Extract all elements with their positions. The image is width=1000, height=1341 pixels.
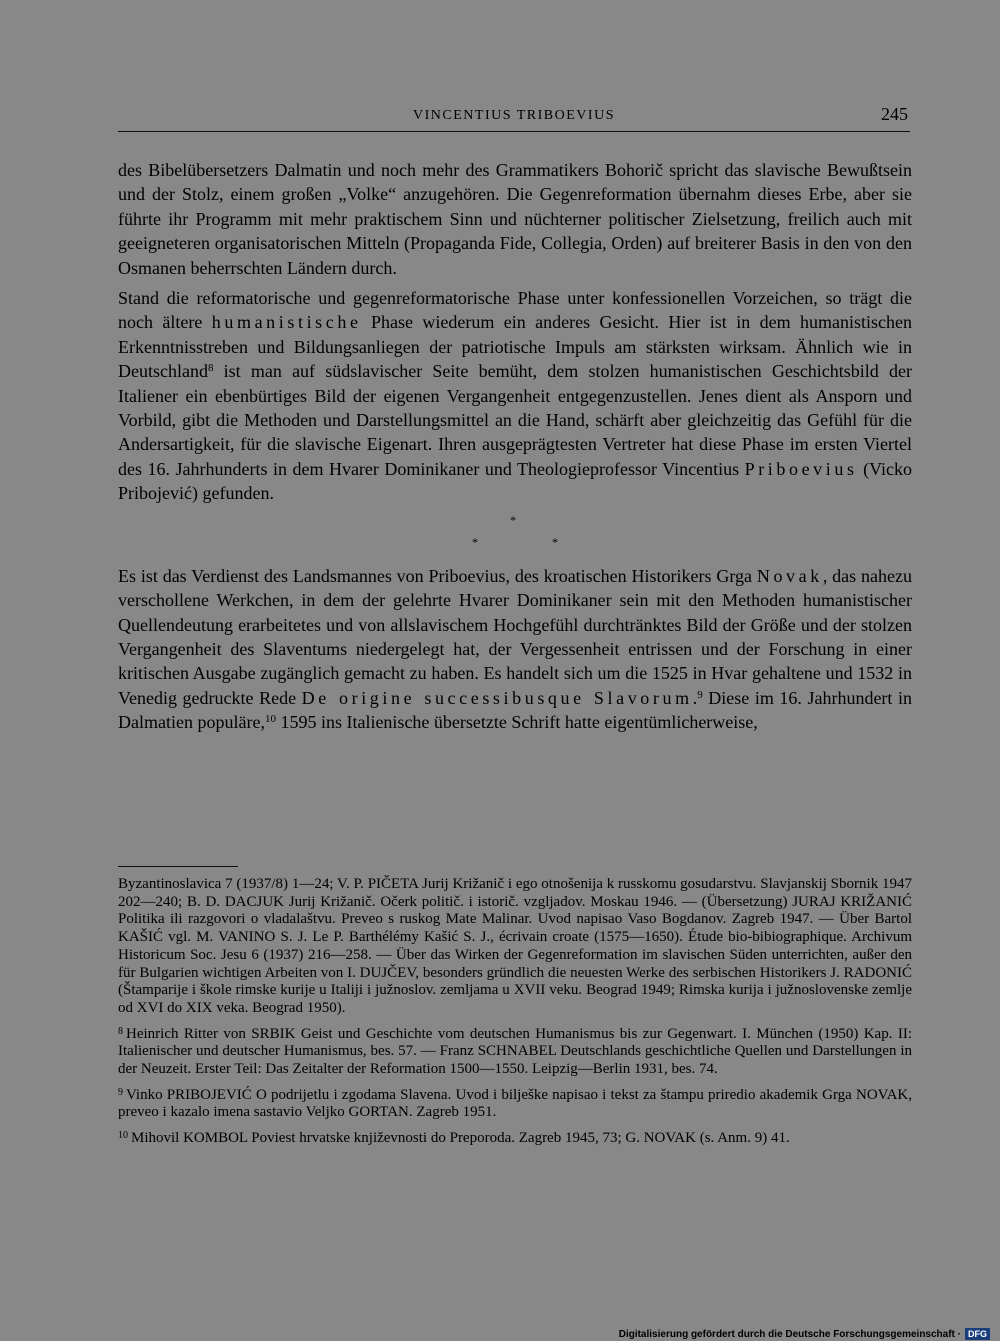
footnote-ref-8: 8 <box>207 362 214 375</box>
paragraph-2 <box>118 286 912 506</box>
footnote-ref-10: 10 <box>264 713 276 726</box>
footnote-ref-9: 9 <box>697 688 703 701</box>
paragraph-1 <box>118 158 912 280</box>
spaced-humanistische: humanistische <box>211 312 362 333</box>
footnote-10-text: Mihovil KOMBOL Poviest hrvatske književnosti do Preporoda. Zagreb 1945, 73; G. NOVAK (s. Anm. 9) 41. <box>131 1130 790 1147</box>
footnote-continued <box>118 876 912 1018</box>
running-header <box>118 104 910 130</box>
asterisk-left: * <box>472 534 478 549</box>
paragraph-3-text-a: Es ist das Verdienst des Landsmannes von Priboevius, des kroatischen Historikers Grga <box>118 565 757 586</box>
paragraph-2-text-a: Stand die reformatorische und gegenreformatorische Phase unter konfessionellen Vorzeichen, so trägt die noch ältere <box>118 288 912 333</box>
spaced-title-de-origine: De origine successibusque Slavorum <box>301 687 693 708</box>
footnote-continued-text: Byzantinoslavica 7 (1937/8) 1—24; V. P. PIČETA Jurij Križanič i ego otnošenija k russkomu gosudarstvu. Slavjanskij Sbornik 1947 202—240; B. D. DACJUK Jurij Križanič. Očerk politič. i istorič. vzgljadov. Moskau 1946. — (Übersetzung) JURAJ KRIŽANIĆ Politika ili razgovori o vladalaštvu. Preveo s ruskog Mate Malinar. Uvod napisao Vaso Bogdanov. Zagreb 1947. — Über Bartol KAŠIĆ vgl. M. VANINO S. J. Le P. Barthélémy Kašić S. J., écrivain croate (1575—1650). Étude bio-bibiographique. Archivum Historicum Soc. Jesu 6 (1937) 216—258. — Über das Wirken der Gegenreformation im slavischen Süden unterrichten, außer den für Bulgarien wichtigen Arbeiten von I. DUJČEV, besonders gründlich die neuesten Werke des serbischen Historikers J. RADONIĆ (Štamparije i škole rimske kurije u Italiji i južnoslov. zemljama u XVII veku. Beograd 1949; Rimska kurija i južnoslovenske zemlje od XVI do XIX veka. Beograd 1950). <box>118 876 912 1016</box>
running-title: VINCENTIUS TRIBOEVIUS <box>413 108 615 123</box>
footnote-9-text: Vinko PRIBOJEVIĆ O podrijetlu i zgodama Slavena. Uvod i bilješke napisao i tekst za štampu priredio akademik Grga NOVAK, preveo i kazalo imena sastavio Veljko GORTAN. Zagreb 1951. <box>118 1086 912 1121</box>
dfg-logo[interactable]: DFG <box>965 1328 990 1340</box>
footnote-8 <box>118 1023 912 1079</box>
header-rule <box>118 131 910 132</box>
footnote-9 <box>118 1084 912 1122</box>
paragraph-1-text: des Bibelübersetzers Dalmatin und noch mehr des Grammatikers Bohorič spricht das slavische Bewußtsein und der Stolz, einem großen „Volke“ anzugehören. Die Gegenreformation übernahm dieses Erbe, aber sie führte ihr Programm mit mehr praktischem Sinn und nüchterner politischer Zielsetzung, freilich auch mit geeigneteren organisatorischen Mitteln (Propaganda Fide, Collegia, Orden) auf breiterer Basis in den von den Osmanen beherrschten Ländern durch. <box>118 160 912 278</box>
digitization-credit-text: Digitalisierung gefördert durch die Deutsche Forschungsgemeinschaft · <box>618 1328 961 1340</box>
paragraph-2-text-c: ist man auf südslavischer Seite bemüht, dem stolzen humanistischen Geschichtsbild der Italiener ein ebenbürtiges Bild der eigenen Vergangenheit entgegenzustellen. Jenes dient als Ansporn und Vorbild, gibt die Methoden und Darstellungsmittel an die Hand, schärft aber gleichzeitig das Gefühl für die Andersartigkeit, für die slavische Eigenart. Ihren ausgeprägtesten Vertreter hat diese Phase im ersten Viertel des 16. Jahrhunderts in dem Hvarer Dominikaner und Theologieprofessor Vincentius <box>118 361 912 479</box>
page-number: 245 <box>881 104 908 124</box>
paragraph-3-text-b: , das nahezu verschollene Werkchen, in dem der gelehrte Hvarer Dominikaner sein mit den Methoden humanistischer Quellendeutung erarbeitetes und von allslavischem Hochgefühl durchtränktes Bild der Größe und der stolzen Vergangenheit des Slaventums niedergelegt hat, der Vergessenheit entrissen und der Forschung in einer kritischen Ausgabe zugänglich gemacht zu haben. Es handelt sich um die 1525 in Hvar gehaltene und 1532 in Venedig gedruckte Rede <box>118 565 912 708</box>
spaced-priboevius: Priboevius <box>744 458 858 479</box>
footnote-rule <box>118 866 238 867</box>
footnote-8-text: Heinrich Ritter von SRBIK Geist und Geschichte vom deutschen Humanismus bis zur Gegenwart. I. München (1950) Kap. II: Italienischer und deutscher Humanismus, bes. 57. — Franz SCHNABEL Deutschlands geschichtliche Quellen und Darstellungen in der Neuzeit. Erster Teil: Das Zeitalter der Reformation 1500—1550. Leipzig—Berlin 1931, bes. 74. <box>118 1025 912 1078</box>
footnotes <box>118 876 912 1148</box>
paragraph-3 <box>118 564 912 735</box>
paragraph-3-text-c: . <box>692 687 698 708</box>
main-text <box>118 158 912 735</box>
digitization-credit <box>619 1327 990 1341</box>
footnote-10-number: 10 <box>118 1130 128 1142</box>
footnote-8-number: 8 <box>118 1025 123 1037</box>
paragraph-3-text-d: Diese im 16. Jahrhundert in Dalmatien populäre, <box>118 687 912 733</box>
asterisk-top: * <box>510 512 516 527</box>
paragraph-3-text-e: 1595 ins Italienische übersetzte Schrift hatte eigentümlicherweise, <box>275 712 758 733</box>
asterisk-right: * <box>552 534 558 549</box>
section-break-asterism <box>118 508 912 560</box>
paragraph-2-text-b: Phase wiederum ein anderes Gesicht. Hier ist in dem humanistischen Erkenntnisstreben und Bildungsanliegen der patriotische Impuls am stärksten wirksam. Ähnlich wie in Deutschland <box>118 312 912 382</box>
spaced-novak: Novak <box>756 565 823 586</box>
footnote-9-number: 9 <box>118 1086 123 1098</box>
paragraph-2-text-d: (Vicko Pribojević) gefunden. <box>118 458 912 504</box>
footnote-10 <box>118 1127 912 1148</box>
